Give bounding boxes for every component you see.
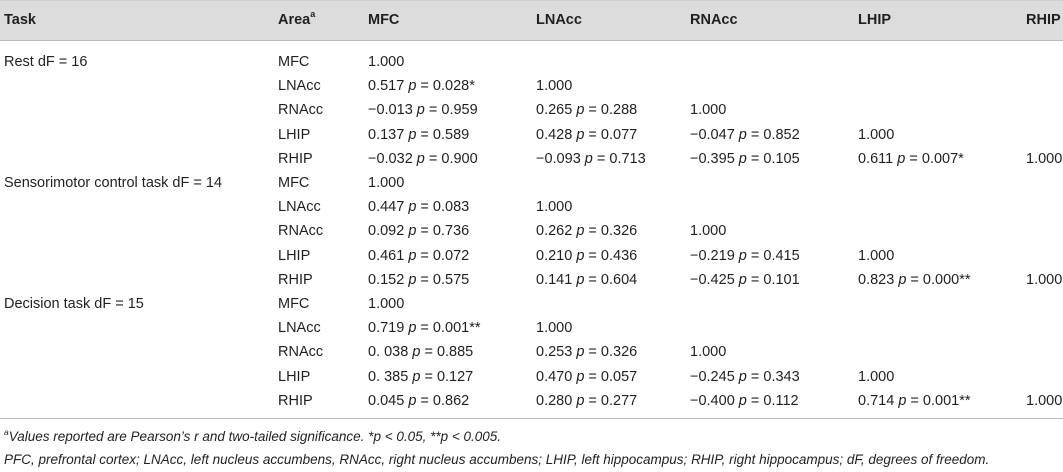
cell-mfc: 0.137 p = 0.589 — [368, 127, 470, 143]
area-label: LNAcc — [278, 199, 321, 215]
cell-mfc: 1.000 — [368, 54, 405, 70]
footnote-a-text: Values reported are Pearson’s r and two-tailed significance. *p < 0.05, **p < 0.005. — [8, 429, 502, 444]
header-rhip: RHIP — [1026, 12, 1061, 28]
cell-mfc: 0.447 p = 0.083 — [368, 199, 470, 215]
header-area-footnote-mark: a — [310, 9, 316, 20]
area-label: LNAcc — [278, 320, 321, 336]
cell-mfc: 0.461 p = 0.072 — [368, 248, 470, 264]
cell-rnacc: 1.000 — [690, 344, 727, 360]
task-label: Sensorimotor control task dF = 14 — [4, 175, 223, 191]
area-label: MFC — [278, 54, 310, 70]
cell-mfc: 0.517 p = 0.028* — [368, 78, 475, 94]
cell-mfc: 1.000 — [368, 296, 405, 312]
header-rnacc: RNAcc — [690, 12, 738, 28]
footnote-a-mark: a — [4, 426, 9, 437]
cell-rnacc: −0.425 p = 0.101 — [690, 272, 800, 288]
cell-lhip: 0.611 p = 0.007* — [858, 151, 964, 167]
table-bottom-rule — [0, 418, 1063, 419]
cell-lhip: 1.000 — [858, 369, 895, 385]
cell-lhip: 0.714 p = 0.001** — [858, 393, 971, 409]
area-label: MFC — [278, 296, 310, 312]
cell-lnacc: 1.000 — [536, 199, 573, 215]
cell-mfc: 1.000 — [368, 175, 405, 191]
area-label: RHIP — [278, 272, 313, 288]
area-label: RHIP — [278, 393, 313, 409]
task-label: Decision task dF = 15 — [4, 296, 144, 312]
cell-mfc: −0.032 p = 0.900 — [368, 151, 478, 167]
cell-rnacc: −0.219 p = 0.415 — [690, 248, 800, 264]
cell-rnacc: −0.245 p = 0.343 — [690, 369, 800, 385]
cell-mfc: 0.092 p = 0.736 — [368, 223, 470, 239]
area-label: LHIP — [278, 248, 311, 264]
footnote-a — [4, 428, 501, 445]
header-lhip: LHIP — [858, 12, 892, 28]
cell-rnacc: −0.047 p = 0.852 — [690, 127, 800, 143]
cell-rhip: 1.000 — [1026, 272, 1063, 288]
cell-lnacc: 1.000 — [536, 320, 573, 336]
table-header-rule — [0, 40, 1063, 41]
cell-mfc: 0. 385 p = 0.127 — [368, 369, 474, 385]
area-label: RNAcc — [278, 223, 324, 239]
cell-rnacc: 1.000 — [690, 102, 727, 118]
cell-lnacc: 0.253 p = 0.326 — [536, 344, 638, 360]
header-area-label: Area — [278, 12, 311, 28]
area-label: LNAcc — [278, 78, 321, 94]
area-label: RNAcc — [278, 102, 324, 118]
cell-lhip: 1.000 — [858, 127, 895, 143]
table-top-rule — [0, 0, 1063, 1]
cell-rhip: 1.000 — [1026, 151, 1063, 167]
task-label: Rest dF = 16 — [4, 54, 88, 70]
cell-lnacc: 0.280 p = 0.277 — [536, 393, 638, 409]
header-lnacc: LNAcc — [536, 12, 582, 28]
cell-rnacc: −0.400 p = 0.112 — [690, 393, 799, 409]
area-label: RHIP — [278, 151, 313, 167]
cell-lnacc: 0.210 p = 0.436 — [536, 248, 638, 264]
cell-lnacc: 0.470 p = 0.057 — [536, 369, 638, 385]
cell-mfc: 0. 038 p = 0.885 — [368, 344, 474, 360]
area-label: LHIP — [278, 369, 311, 385]
cell-lnacc: −0.093 p = 0.713 — [536, 151, 646, 167]
header-mfc: MFC — [368, 12, 400, 28]
footnote-abbreviations: PFC, prefrontal cortex; LNAcc, left nucleus accumbens, RNAcc, right nucleus accumbens; LHIP, left hippocampus; RHIP, right hippocampus; dF, degrees of freedom. — [4, 452, 990, 467]
cell-lhip: 1.000 — [858, 248, 895, 264]
area-label: RNAcc — [278, 344, 324, 360]
cell-mfc: 0.719 p = 0.001** — [368, 320, 481, 336]
cell-mfc: −0.013 p = 0.959 — [368, 102, 478, 118]
cell-lnacc: 0.262 p = 0.326 — [536, 223, 638, 239]
header-area — [278, 11, 315, 29]
header-task: Task — [4, 12, 36, 28]
cell-lnacc: 0.428 p = 0.077 — [536, 127, 638, 143]
cell-rnacc: 1.000 — [690, 223, 727, 239]
cell-rnacc: −0.395 p = 0.105 — [690, 151, 800, 167]
cell-lhip: 0.823 p = 0.000** — [858, 272, 971, 288]
cell-lnacc: 1.000 — [536, 78, 573, 94]
area-label: LHIP — [278, 127, 311, 143]
cell-lnacc: 0.265 p = 0.288 — [536, 102, 638, 118]
cell-lnacc: 0.141 p = 0.604 — [536, 272, 638, 288]
cell-mfc: 0.045 p = 0.862 — [368, 393, 470, 409]
cell-mfc: 0.152 p = 0.575 — [368, 272, 470, 288]
cell-rhip: 1.000 — [1026, 393, 1063, 409]
table-header-band — [0, 0, 1063, 40]
area-label: MFC — [278, 175, 310, 191]
